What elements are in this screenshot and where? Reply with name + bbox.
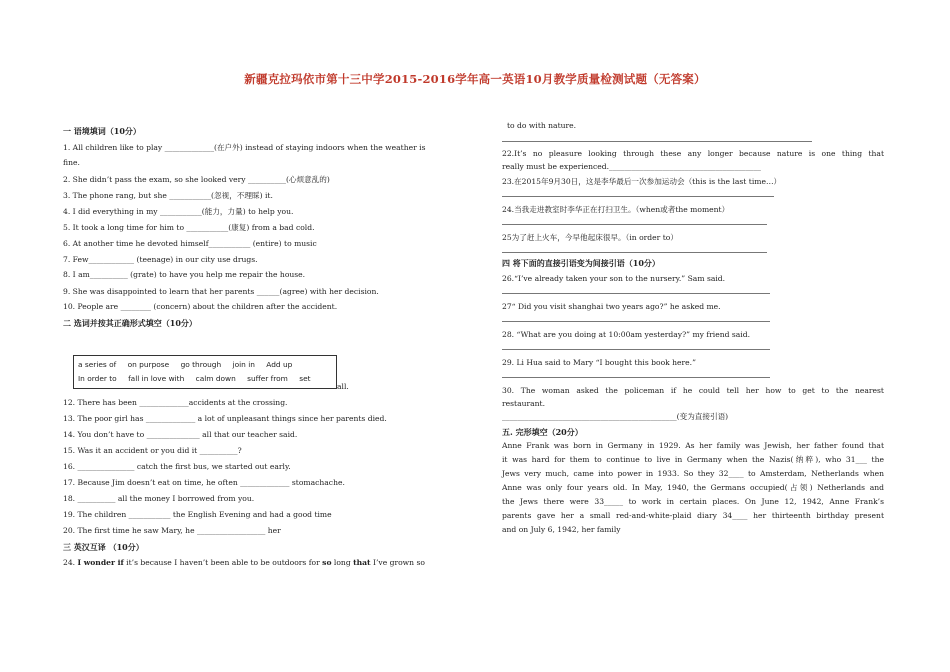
- question-30: 30. The woman asked the policeman if he could tell her how to get to the nearest: [502, 386, 884, 395]
- question-1-cont: fine.: [63, 158, 80, 167]
- cloze-line: it was hard for them to continue to live in Germany when the Nazis(纳粹), who 31___ the: [502, 455, 884, 464]
- question-8: 8. I am__________ (grate) to have you help me repair the house.: [63, 270, 306, 279]
- word-box-row-1: [78, 360, 301, 369]
- answer-line: [502, 224, 767, 225]
- word-option: set: [299, 374, 311, 383]
- word-option: fall in love with: [128, 374, 185, 383]
- word-option: In order to: [78, 374, 117, 383]
- question-12: 12. There has been _____________accidents at the crossing.: [63, 398, 288, 407]
- cloze-line: the Jews there were 33_____ to work in certain places. On June 12, 1942, Anne Frank’s: [502, 497, 884, 506]
- question-2: 2. She didn’t pass the exam, so she looked very __________(心烦意乱的): [63, 175, 330, 184]
- question-14: 14. You don’t have to ______________ all that our teacher said.: [63, 430, 298, 439]
- question-18: 18. __________ all the money I borrowed from you.: [63, 494, 255, 503]
- question-24-left: [63, 558, 425, 568]
- section-2-heading: 二 选词并按其正确形式填空（10分）: [63, 318, 197, 328]
- cloze-line: Jews very much, came into power in 1933. So they 32____ to Amsterdam, Netherlands when: [502, 469, 884, 478]
- question-11-tail: all.: [337, 382, 349, 391]
- question-24: 24.当我走进教室时李华正在打扫卫生。（when或者the moment）: [502, 205, 730, 214]
- section-4-heading: 四 将下面的直接引语变为间接引语（10分）: [502, 258, 660, 268]
- question-3: 3. The phone rang, but she ___________(忽视，不理睬) it.: [63, 191, 273, 200]
- answer-line: [502, 141, 812, 142]
- question-28: 28. “What are you doing at 10:00am yesterday?” my friend said.: [502, 330, 751, 339]
- word-option: a series of: [78, 360, 117, 369]
- answer-line: [502, 196, 774, 197]
- question-5: 5. It took a long time for him to ___________(康复) from a bad cold.: [63, 223, 315, 232]
- page-title: 新疆克拉玛依市第十三中学2015-2016学年高一英语10月教学质量检测试题（无答案）: [244, 72, 706, 86]
- word-option: join in: [232, 360, 255, 369]
- q24-text-2: long: [331, 558, 354, 567]
- answer-line: [502, 293, 770, 294]
- question-17: 17. Because Jim doesn’t eat on time, he often _____________ stomachache.: [63, 478, 345, 487]
- word-option: calm down: [195, 374, 236, 383]
- question-1: 1. All children like to play _____________(在户外) instead of staying indoors when the weather is: [63, 143, 426, 152]
- answer-line: [502, 377, 770, 378]
- word-option: suffer from: [247, 374, 288, 383]
- cloze-line: Anne Frank was born in Germany in 1929. As her family was Jewish, her father found that: [502, 441, 884, 450]
- cloze-line: Anne was only four years old. In May, 1940, the Germans occupied(占领) Netherlands and: [502, 483, 884, 492]
- word-option: go through: [180, 360, 222, 369]
- question-23: 23.在2015年9月30日，这是李华最后一次参加运动会（this is the last time…）: [502, 177, 782, 186]
- question-13: 13. The poor girl has _____________ a lot of unpleasant things since her parents died.: [63, 414, 387, 423]
- question-27: 27“ Did you visit shanghai two years ago?” he asked me.: [502, 302, 721, 311]
- section-5-heading: 五. 完形填空（20分）: [502, 427, 583, 437]
- question-9: 9. She was disappointed to learn that her parents ______(agree) with her decision.: [63, 287, 379, 296]
- cloze-line: and on July 6, 1942, her family: [502, 525, 621, 534]
- question-25: 25为了赶上火车，今早他起床很早。（in order to）: [502, 233, 678, 242]
- cloze-line: parents gave her a small red-and-white-plaid diary 34____ her thirteenth birthday present: [502, 511, 884, 520]
- q21-tail: to do with nature.: [507, 121, 577, 130]
- section-3-heading: 三 英汉互译 （10分）: [63, 542, 144, 552]
- section-1-heading: 一 语境填词（10分）: [63, 126, 141, 136]
- word-option: Add up: [266, 360, 293, 369]
- question-15: 15. Was it an accident or you did it __________?: [63, 446, 242, 455]
- answer-line: [502, 252, 767, 253]
- q24-text-3: I’ve grown so: [370, 558, 425, 567]
- word-box-row-2: [78, 374, 320, 383]
- q24-bold-3: that: [353, 558, 371, 567]
- question-30-cont: restaurant.: [502, 399, 546, 408]
- question-26: 26.“I’ve already taken your son to the nursery.” Sam said.: [502, 274, 726, 283]
- q24-bold-2: so: [322, 558, 332, 567]
- question-7: 7. Few____________ (teenage) in our city use drugs.: [63, 255, 258, 264]
- question-20: 20. The first time he saw Mary, he __________________ her: [63, 526, 281, 535]
- answer-line: [502, 321, 770, 322]
- word-option: on purpose: [127, 360, 170, 369]
- question-30-answer: ______________________________________________(变为直接引语): [502, 412, 729, 421]
- question-22-cont: really must be experienced.________________________________________: [502, 162, 761, 171]
- question-22: 22.It’s no pleasure looking through these any longer because nature is one thing that: [502, 149, 884, 158]
- question-19: 19. The children ___________ the English Evening and had a good time: [63, 510, 332, 519]
- question-16: 16. _______________ catch the first bus, we started out early.: [63, 462, 291, 471]
- word-choice-box: [73, 355, 337, 389]
- question-29: 29. Li Hua said to Mary “I bought this book here.”: [502, 358, 696, 367]
- question-10: 10. People are ________ (concern) about the children after the accident.: [63, 302, 338, 311]
- question-6: 6. At another time he devoted himself___________ (entire) to music: [63, 239, 317, 248]
- q24-num: 24.: [63, 558, 78, 567]
- q24-bold-1: I wonder if: [77, 558, 124, 567]
- answer-line: [502, 349, 770, 350]
- q24-text-1: it’s because I haven’t been able to be outdoors for: [123, 558, 323, 567]
- question-4: 4. I did everything in my ___________(能力，力量) to help you.: [63, 207, 294, 216]
